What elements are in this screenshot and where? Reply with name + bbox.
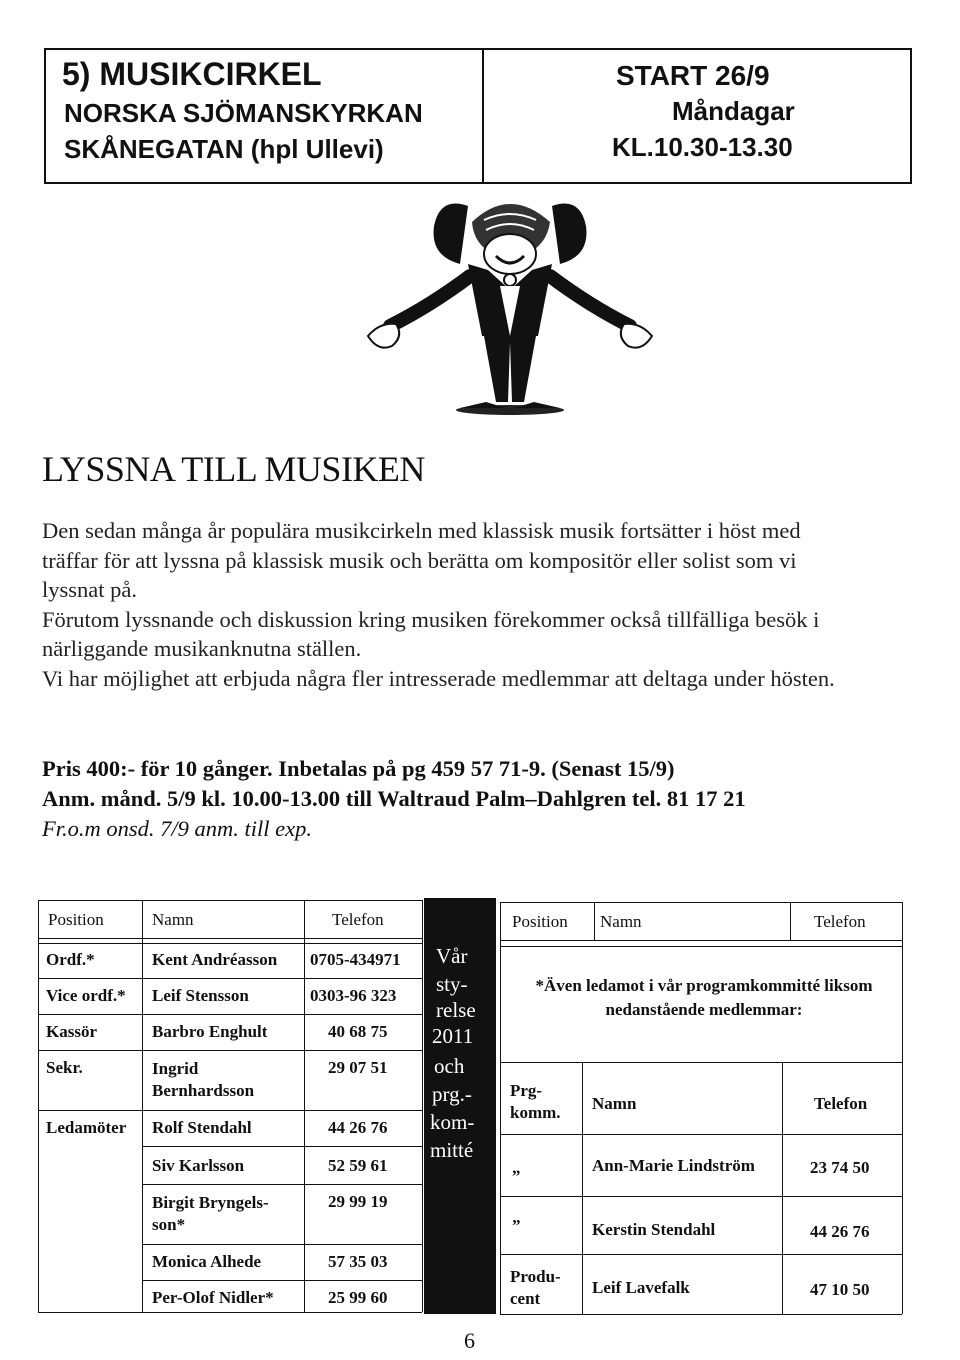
board-position: Sekr. (46, 1058, 83, 1077)
subheader-position: Prg-komm. (510, 1081, 561, 1122)
price-line: Pris 400:- för 10 gånger. Inbetalas på pg 459 57 71-9. (Senast 15/9) (42, 756, 675, 781)
board-phone: 29 07 51 (328, 1058, 388, 1077)
registration-line: Anm. månd. 5/9 kl. 10.00-13.00 till Waltraud Palm–Dahlgren tel. 81 17 21 (42, 786, 746, 811)
board-name: Leif Stensson (152, 986, 249, 1005)
column-header-phone: Telefon (332, 910, 384, 929)
board-position: Vice ordf.* (46, 986, 126, 1005)
board-position: Ledamöter (46, 1118, 127, 1137)
banner-line: kom- (430, 1110, 475, 1134)
committee-phone: 44 26 76 (810, 1222, 870, 1241)
committee-name: Ann-Marie Lindström (592, 1156, 755, 1175)
committee-note: *Även ledamot i vår programkommitté liksom nedanstående medlemmar: (535, 976, 873, 1019)
event-time: KL.10.30-13.30 (612, 132, 793, 162)
board-name: Kent Andréasson (152, 950, 278, 969)
event-title: 5) MUSIKCIRKEL (62, 56, 322, 92)
body-paragraph: Vi har möjlighet att erbjuda några fler intresserade medlemmar att deltaga under hösten. (42, 665, 835, 691)
committee-position: ” (512, 1216, 521, 1235)
banner-line: och (434, 1054, 465, 1078)
page-number: 6 (464, 1328, 475, 1353)
banner-line: mitté (430, 1138, 474, 1162)
board-name: Per-Olof Nidler* (152, 1288, 274, 1307)
committee-table (500, 902, 904, 1316)
board-phone: 29 99 19 (328, 1192, 388, 1211)
section-heading: LYSSNA TILL MUSIKEN (42, 449, 425, 489)
committee-name: Kerstin Stendahl (592, 1220, 716, 1239)
column-header-name: Namn (600, 912, 642, 931)
event-weekday: Måndagar (672, 96, 795, 126)
board-phone: 57 35 03 (328, 1252, 388, 1271)
event-header-box (44, 48, 912, 184)
column-header-position: Position (48, 910, 104, 929)
board-name: Rolf Stendahl (152, 1118, 252, 1137)
body-paragraph: Förutom lyssnande och diskussion kring musiken förekommer också tillfälliga besök i närliggande musikanknutna ställen. (42, 606, 820, 661)
board-position: Ordf.* (46, 950, 95, 969)
board-position: Kassör (46, 1022, 97, 1041)
board-banner (424, 898, 496, 1314)
board-phone: 40 68 75 (328, 1022, 388, 1041)
committee-name: Leif Lavefalk (592, 1278, 690, 1297)
registration-note: Fr.o.m onsd. 7/9 anm. till exp. (42, 816, 312, 841)
event-venue: NORSKA SJÖMANSKYRKAN (64, 98, 423, 128)
banner-line: prg.- (432, 1082, 472, 1106)
header-divider (482, 50, 484, 182)
committee-position: „ (512, 1158, 521, 1177)
board-name: Ingrid Bernhardsson (152, 1059, 255, 1100)
board-table (38, 900, 424, 1314)
board-name: Barbro Enghult (152, 1022, 268, 1041)
board-phone: 25 99 60 (328, 1288, 388, 1307)
event-start-date: START 26/9 (616, 60, 770, 91)
board-name: Birgit Bryngels-son* (152, 1193, 269, 1234)
section-body (42, 516, 842, 693)
price-info (42, 754, 902, 844)
column-header-phone: Telefon (814, 912, 866, 931)
committee-phone: 23 74 50 (810, 1158, 870, 1177)
board-phone: 0303-96 323 (310, 986, 397, 1005)
committee-phone: 47 10 50 (810, 1280, 870, 1299)
board-phone: 44 26 76 (328, 1118, 388, 1137)
board-phone: 52 59 61 (328, 1156, 388, 1175)
column-header-name: Namn (152, 910, 194, 929)
board-phone: 0705-434971 (310, 950, 401, 969)
banner-line: Vår (436, 944, 468, 968)
banner-line: 2011 (432, 1024, 474, 1048)
board-name: Monica Alhede (152, 1252, 262, 1271)
column-header-position: Position (512, 912, 568, 931)
banner-line: sty- (436, 972, 468, 996)
bowing-performer-illustration (360, 186, 660, 418)
committee-position: Produ-cent (510, 1267, 561, 1308)
subheader-phone: Telefon (814, 1094, 868, 1113)
board-name: Siv Karlsson (152, 1156, 245, 1175)
event-street: SKÅNEGATAN (hpl Ullevi) (64, 134, 384, 164)
banner-line: relse (436, 998, 476, 1022)
subheader-name: Namn (592, 1094, 637, 1113)
body-paragraph: Den sedan många år populära musikcirkeln med klassisk musik fortsätter i höst med träffar för att lyssna på klassisk musik och berätta om kompositör eller solist som vi lyssnat på. (42, 518, 801, 602)
